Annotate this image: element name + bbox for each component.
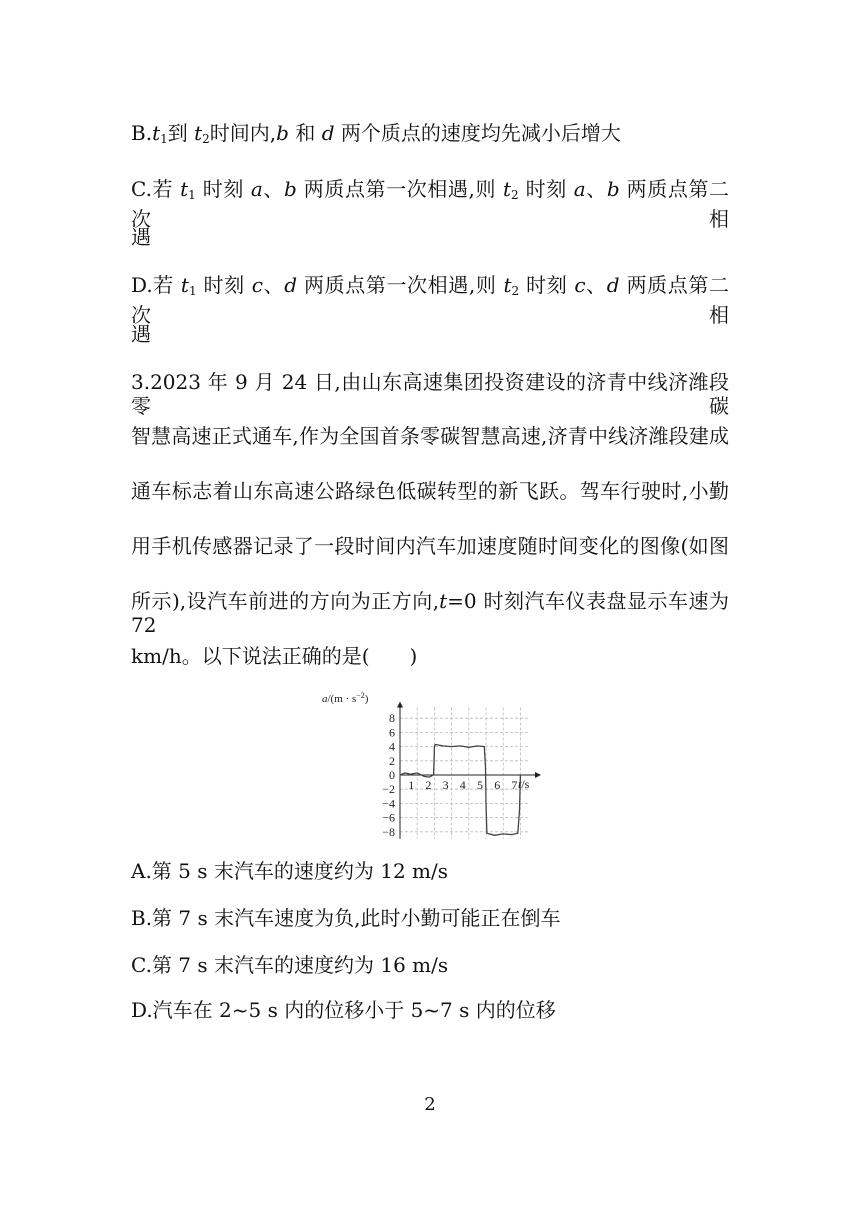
y-tick-label: −2 [382,782,395,797]
x-tick-label: 5 [477,778,483,792]
x-tick-label: 7 [511,778,518,792]
option-c-line-1: C.若 $t_1$ 时刻 a、b 两质点第一次相遇,则 $t_2$ 时刻 a、b 两质点第二次相 [131,177,730,231]
option-d-line-2: 遇 [131,322,151,346]
y-tick-label: 4 [389,739,395,754]
x-tick-label: 1 [408,778,415,792]
y-tick-label: 8 [389,711,395,726]
option-c-line-2: 遇 [131,225,151,249]
y-tick-label: −4 [382,796,395,811]
page-number: 2 [424,1094,436,1115]
y-tick-labels [382,711,395,839]
x-tick-labels [408,778,517,792]
x-tick-label: 6 [494,778,501,792]
x-axis-label: t/s [518,777,530,791]
y-tick-label: −8 [382,824,395,839]
acceleration-time-chart [318,688,548,844]
option-b: B.第 7 s 末汽车速度为负,此时小勤可能正在倒车 [131,906,561,930]
y-axis-arrow [397,702,403,708]
x-axis-arrow [535,772,541,778]
chart-svg [318,688,548,844]
question-3-line-1: 3.2023 年 9 月 24 日,由山东高速集团投资建设的济青中线济潍段零碳 [131,370,729,418]
y-tick-label: −6 [382,810,395,825]
y-axis-label: $a/(m \cdot s^{-2})$ [322,691,369,705]
question-3-line-2: 智慧高速正式通车,作为全国首条零碳智慧高速,济青中线济潍段建成 [131,424,729,448]
x-tick-label: 4 [459,778,466,792]
x-tick-label: 3 [442,778,449,792]
question-3-line-6: km/h。以下说法正确的是( ) [131,644,418,668]
question-3-line-3: 通车标志着山东高速公路绿色低碳转型的新飞跃。驾车行驶时,小勤 [131,479,729,503]
option-a: A.第 5 s 末汽车的速度约为 12 m/s [131,859,448,883]
question-3-line-5: 所示),设汽车前进的方向为正方向,t=0 时刻汽车仪表盘显示车速为 72 [131,589,729,637]
option-d-line-1: D.若 $t_1$ 时刻 c、d 两质点第一次相遇,则 $t_2$ 时刻 c、d 两质点第二次相 [131,273,730,327]
option-d: D.汽车在 2~5 s 内的位移小于 5~7 s 内的位移 [131,998,556,1022]
option-c: C.第 7 s 末汽车的速度约为 16 m/s [131,953,449,977]
y-tick-label: 0 [389,768,395,782]
question-3-line-4: 用手机传感器记录了一段时间内汽车加速度随时间变化的图像(如图 [131,534,729,558]
x-tick-label: 2 [425,778,432,792]
chart-grid [400,708,529,839]
y-tick-label: 2 [389,753,395,768]
y-tick-label: 6 [389,725,395,740]
option-b-line: $B.t_1$到 $t_2$时间内,b 和 d 两个质点的速度均先减小后增大 [131,121,621,146]
